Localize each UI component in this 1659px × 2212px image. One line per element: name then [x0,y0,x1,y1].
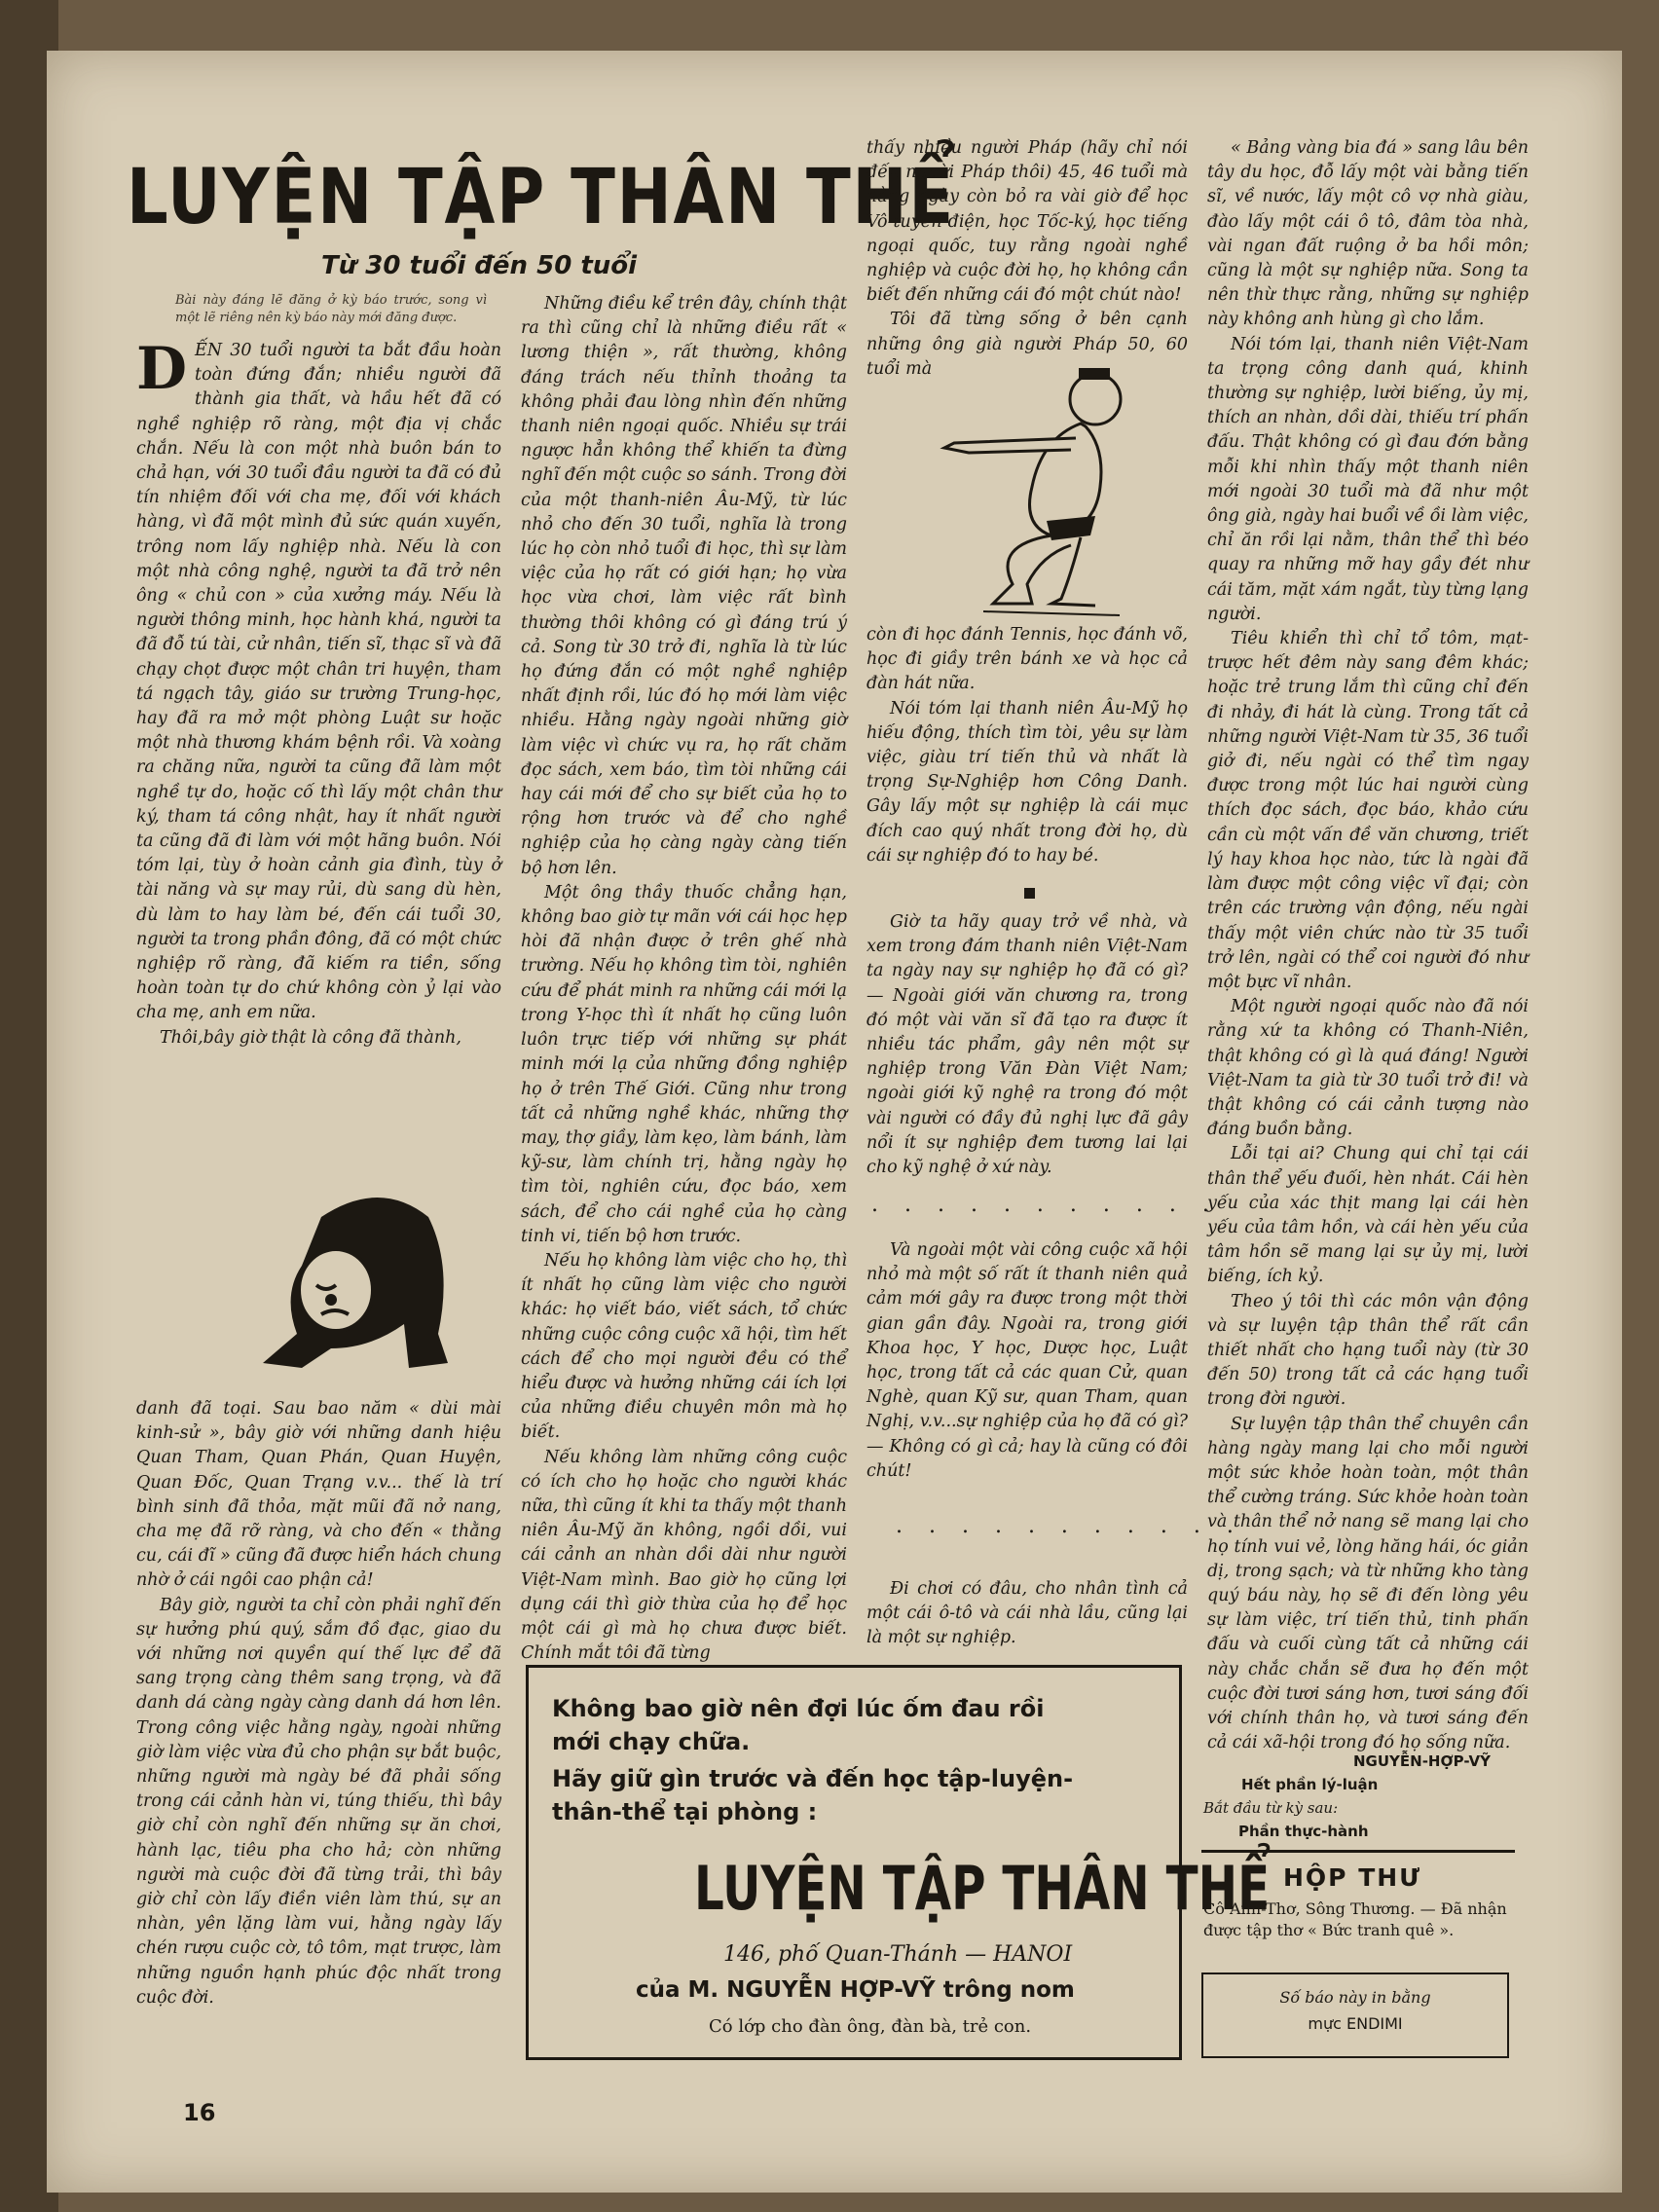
column-4 [1207,136,1529,1755]
column-1 [136,292,501,1051]
paragraph: Thôi,bây giờ thật là công đã thành, [160,1027,461,1048]
paragraph: Nói tóm lại, thanh niên Việt-Nam ta trọng công danh quá, khinh thường sự nghiệp, lười biếng, ủy mị, thích an nhàn, dồi dài, thiếu trí phấn đấu. Thật không có gì đau đớn bằng mỗi khi nhìn thấy một thanh niên mới ngoài 30 tuổi mà đã như một ông già, ngày hai buổi về ồi làm việc, chỉ ăn rồi lại nằm, thân thể thì béo quay ra những mỡ hay gầy đét như cái tăm, mặt xám ngắt, tùy từng lạng người. [1207,334,1529,624]
end-note: Phần thực-hành [1238,1823,1369,1840]
paragraph: Tôi đã từng sống ở bên cạnh những ông già người Pháp 50, 60 tuổi mà [866,310,1188,379]
dropcap: D [136,335,188,403]
paragraph: Một người ngoại quốc nào đã nói rằng xứ ta không có Thanh-Niên, thật không có gì là quá đáng! Người Việt-Nam ta già từ 30 tuổi trở đi! và thật không có cái cảnh tượng nào đáng buồn bằng. [1207,997,1529,1140]
advert-classes: Có lớp cho đàn ông, đàn bà, trẻ con. [709,2016,1032,2037]
paragraph: Lỗi tại ai? Chung qui chỉ tại cái thân thể yếu đuối, hèn nhát. Cái hèn yếu của xác thịt mang lại cái hèn yếu của tâm hồn, và cái hèn yếu của tâm hồn sẽ mang lại sự ủy mị, lười biếng, ích kỷ. [1207,1144,1529,1287]
end-note: Hết phần lý-luận [1241,1776,1379,1793]
mailbox-text: Cô Anh-Thơ, Sông Thương. — Đã nhận được tập thơ « Bức tranh quê ». [1203,1899,1507,1939]
editor-note: Bài này đáng lẽ đăng ở kỳ báo trước, song vì một lẽ riêng nên kỳ báo này mới đăng được. [175,293,487,325]
paragraph: Nói tóm lại thanh niên Âu-Mỹ họ hiếu động, thích tìm tòi, yêu sự làm việc, giàu trí tiến thủ và nhất là trọng Sự-Nghiệp hơn Công Danh. Gây lấy một sự nghiệp là cái mục đích cao quý nhất trong đời họ, dù cái sự nghiệp đó to hay bé. [866,698,1188,866]
ink-note-box [1201,1972,1509,2058]
column-3-bottom [866,1577,1188,1651]
ink-note-line: mực ENDIMI [1308,2014,1403,2033]
section-separator-square [1024,888,1035,899]
advert-address: 146, phố Quan-Thánh — HANOI [723,1942,1073,1967]
paragraph: Nếu không làm những công cuộc có ích cho họ hoặc cho người khác nữa, thì cũng ít khi ta thấy một thanh niên Âu-Mỹ ăn không, ngồi dồi, vui cái cảnh an nhàn dồi dài như người Việt-Nam mình. Bao giờ họ cũng lợi dụng cái thì giờ thừa của họ để học một cái gì mà họ chưa được biết. Chính mắt tôi đã từng [521,1447,847,1664]
crouching-man-illustration [243,1178,467,1382]
column-3-lower2 [866,1238,1188,1484]
column-3-mid [866,910,1188,1180]
advert-brand: LUYỆN TẬP THÂN THỂ [694,1853,1271,1924]
squatting-man-illustration [925,360,1149,623]
paragraph: Giờ ta hãy quay trở về nhà, và xem trong đám thanh niên Việt-Nam ta ngày nay sự nghiệp họ đã có gì? — Ngoài giới văn chương ra, trong đó một vài văn sĩ đã tạo ra được ít nhiều tác phẩm, gây nên một sự nghiệp trong Văn Đàn Việt Nam; ngoài giới kỹ nghệ ra trong đó một vài người có đầy đủ nghị lực đã gây nổi ít sự nghiệp đem tương lai lại cho kỹ nghệ ở xứ này. [866,912,1188,1178]
paragraph: Và ngoài một vài công cuộc xã hội nhỏ mà một số rất ít thanh niên quả cảm mới gây ra được trong một thời gian gần đây. Ngoài ra, trong giới Khoa học, Y học, Dược học, Luật học, trong tất cả các quan Cử, quan Nghè, quan Kỹ sư, quan Tham, quan Nghị, v.v...sự nghiệp của họ đã có gì? — Không có gì cả; hay là cũng có đôi chút! [866,1240,1188,1481]
separator-dots: . . . . . . . . . . . [871,1193,1219,1217]
paragraph: Những điều kể trên đây, chính thật ra thì cũng chỉ là những điều rất « lương thiện », rất thường, không đáng trách nếu thỉnh thoảng ta không phải đau lòng nhìn đến những thanh niên ngoại quốc. Nhiều sự trái ngược hẳn không thể khiến ta đừng nghĩ đến một cuộc so sánh. Trong đời của một thanh-niên Âu-Mỹ, từ lúc nhỏ cho đến 30 tuổi, nghĩa là trong lúc họ còn nhỏ tuổi đi học, thì sự làm việc của họ rất có giới hạn; họ vừa học vừa chơi, làm việc rất bình thường thôi không có gì đáng trú ý cả. Song từ 30 trở đi, nghĩa là từ lúc họ đứng đắn có một nghề nghiệp nhất định rồi, lúc đó họ mới làm việc nhiều. Hằng ngày ngoài những giờ làm việc vì chức vụ ra, họ rất chăm đọc sách, xem báo, tìm tòi những cái hay cái mới để cho sự biết của họ to rộng hơn trước và để cho nghề nghiệp của họ càng ngày càng tiến bộ hơn lên. [521,294,847,878]
advert-line: Không bao giờ nên đợi lúc ốm đau rồi [552,1695,1045,1722]
advert-owner: của M. NGUYỄN HỢP-VỸ trông nom [636,1977,1075,2003]
column-3 [866,136,1188,382]
paragraph: « Bảng vàng bia đá » sang lâu bên tây du học, đỗ lấy một vài bằng tiến sĩ, về nước, lấy một cô vợ nhà giàu, đào lấy một cái ô tô, đâm tòa nhà, vài ngan đất ruộng ở ba hồi môn; cũng là một sự nghiệp nữa. Song ta nên thừ thực rằng, những sự nghiệp này không anh hùng gì cho lắm. [1207,138,1529,330]
advert-line: mới chạy chữa. [552,1728,751,1755]
column-2 [521,292,847,1666]
advert-line: thân-thể tại phòng : [552,1798,818,1825]
paragraph: DẾN 30 tuổi người ta bắt đầu hoàn toàn đứng đắn; nhiều người đã thành gia thất, và hầu hết đã có nghề nghiệp rõ ràng, một địa vị chắc chắn. Nếu là con một nhà buôn bán to chả hạn, với 30 tuổi đầu người ta đã có đủ tín nhiệm đối với cha mẹ, đối với khách hàng, vì đã một mình đủ sức quán xuyến, trông nom lấy nghiệp nhà. Nếu là con một nhà công nghệ, người ta đã trở nên ông « chủ con » của xưởng máy. Nếu là người thông minh, học hành khá, người ta đã đỗ tú tài, cử nhân, tiến sĩ, thạc sĩ và đã chạy chọt được một chân tri huyện, tham tá ngạch tây, giáo sư trường Trung-học, hay đã ra mở một phòng Luật sư hoặc một nhà thương khám bệnh rồi. Và xoàng ra chăng nữa, người ta cũng đã làm một nghề tự do, hoặc cố thì lấy một chân thư ký, tham tá công nhật, hay ít nhất người ta cũng đã đi làm với một hãng buôn. Nói tóm lại, tùy ở hoàn cảnh gia đình, tùy ở tài năng và sự may rủi, dù sang dù hèn, dù làm to hay làm bé, đến cái tuổi 30, người ta trong phần đông, đã có một chức nghiệp rõ ràng, đã kiếm ra tiền, sống hoàn toàn tự do chứ không còn ỷ lại vào cha mẹ, anh em nữa. [136,335,501,1023]
paragraph: danh đã toại. Sau bao năm « dùi mài kinh-sử », bây giờ với những danh hiệu Quan Tham, Quan Phán, Quan Huyện, Quan Đốc, Quan Trạng v.v... thế là trí bình sinh đã thỏa, mặt mũi đã nở nang, cha mẹ đã rỡ ràng, và cho đến « thằng cu, cái đĩ » cũng đã được hiển hách chung nhờ ở cái ngôi cao phận cả! [136,1399,501,1591]
column-1-lower [136,1397,501,2010]
end-note: Bắt đầu từ kỳ sau: [1203,1799,1339,1817]
paragraph: Nếu họ không làm việc cho họ, thì ít nhất họ cũng làm việc cho người khác: họ viết báo, viết sách, tổ chức những cuộc công cuộc xã hội, tìm hết cách để cho mọi người đều có thể hiểu được và hưởng những cái ích lợi của những điều chuyên môn mà họ biết. [521,1250,847,1443]
column-3-lower [866,623,1188,868]
ink-note-line: Số báo này in bằng [1279,1988,1431,2007]
article-subtitle: Từ 30 tuổi đến 50 tuổi [321,251,638,280]
author-signature: NGUYỄN-HỢP-VỸ [1353,1752,1491,1770]
separator-dots: . . . . . . . . . . . [896,1514,1243,1538]
mailbox-title: HỘP THƯ [1283,1863,1422,1892]
paragraph: còn đi học đánh Tennis, học đánh võ, học đi giầy trên bánh xe và học cả đàn hát nữa. [866,625,1188,694]
advert-line: Hãy giữ gìn trước và đến học tập-luyện- [552,1765,1074,1792]
paragraph: Tiêu khiển thì chỉ tổ tôm, mạt-trược hết đêm này sang đêm khác; hoặc trẻ trung lắm thì cũng chỉ đến đi nhảy, đi hát là cùng. Trong tất cả những người Việt-Nam từ 35, 36 tuổi giở đi, nếu ngài có thể tìm ngay được trong một lúc hai người cùng thích đọc sách, đọc báo, khảo cứu cần cù một vấn đề văn chương, triết lý hay khoa học nào, tức là ngài đã làm được một công việc vĩ đại; còn trên các trường vận động, nếu ngài thấy một viên chức nào từ 35 tuổi trở lên, ngài có thể coi người đó như một bực vĩ nhân. [1207,629,1529,992]
paragraph: Sự luyện tập thân thể chuyên cần hàng ngày mang lại cho mỗi người một sức khỏe hoàn toàn, một thân thể cường tráng. Sức khỏe hoàn toàn và thân thể nở nang sẽ mang lại cho họ tính vui vẻ, lòng hăng hái, óc giản dị, trong sạch; và từ những kho tàng quý báu này, họ sẽ đi đến lòng yêu sự làm việc, trí tiến thủ, tinh phấn đấu và cuối cùng tất cả những cái này chắc chắn sẽ đưa họ đến một cuộc đời tươi sáng hơn, tươi sáng đối với chính thân họ, và tươi sáng đến cả cái xã-hội trong đó họ sống nữa. [1207,1414,1529,1753]
paragraph: Một ông thầy thuốc chẳng hạn, không bao giờ tự mãn với cái học hẹp hòi đã nhận được ở trên ghế nhà trường. Nếu họ không tìm tòi, nghiên cứu để phát minh ra những cái mới lạ trong Y-học thì ít nhất họ cũng luôn luôn trực tiếp với những sự phát minh mới lạ của những đồng nghiệp họ ở trên Thế Giới. Cũng như trong tất cả những nghề khác, những thợ may, thợ giầy, làm kẹo, làm bánh, làm kỹ-sư, làm chính trị, hằng ngày họ tìm tòi, nghiên cứu, đọc báo, xem sách, để cho cái nghề của họ càng tinh vi, tiến bộ hơn trước. [521,882,847,1246]
paragraph: Theo ý tôi thì các môn vận động và sự luyện tập thân thể rất cần thiết nhất cho hạng tuổi này (từ 30 đến 50) trong tất cả các hạng tuổi trong đời người. [1207,1291,1529,1410]
article-title: LUYỆN TẬP THÂN THỂ [127,154,955,241]
paragraph: Bây giờ, người ta chỉ còn phải nghĩ đến sự hưởng phú quý, sắm đồ đạc, giao du với những nơi quyền quí thế lực để đã sang trọng càng thêm sang trọng, và đã danh dá càng ngày càng danh dá hơn lên. Trong công việc hằng ngày, ngoài những giờ làm việc vừa đủ cho phận sự bắt buộc, những người mà ngày bé đã phải sống trong cái cảnh hàn vi, túng thiếu, thì bây giờ chỉ còn nghĩ đến những sự ăn chơi, hành lạc, tiêu pha cho hả; còn những người mà cuộc đời đã từng trải, thì bây giờ chỉ còn lấy điền viên làm thú, sự an nhàn, yên lặng làm vui, hằng ngày lấy chén rượu cuộc cờ, tô tôm, mạt trược, làm những nguồn hạnh phúc độc nhất trong cuộc đời. [136,1595,501,2008]
paragraph: Đi chơi có đâu, cho nhân tình cả một cái ô-tô và cái nhà lầu, cũng lại là một sự nghiệp. [866,1579,1188,1648]
paragraph: thấy nhiều người Pháp (hãy chỉ nói đến người Pháp thôi) 45, 46 tuổi mà hằng ngày còn bỏ ra vài giờ để học Vô-tuyến-điện, học Tốc-ký, học tiếng ngoại quốc, tuy rằng ngoài nghề nghiệp và cuộc đời họ, họ không cần biết đến những cái đó một chút nào! [866,138,1188,306]
page-number: 16 [183,2099,216,2126]
